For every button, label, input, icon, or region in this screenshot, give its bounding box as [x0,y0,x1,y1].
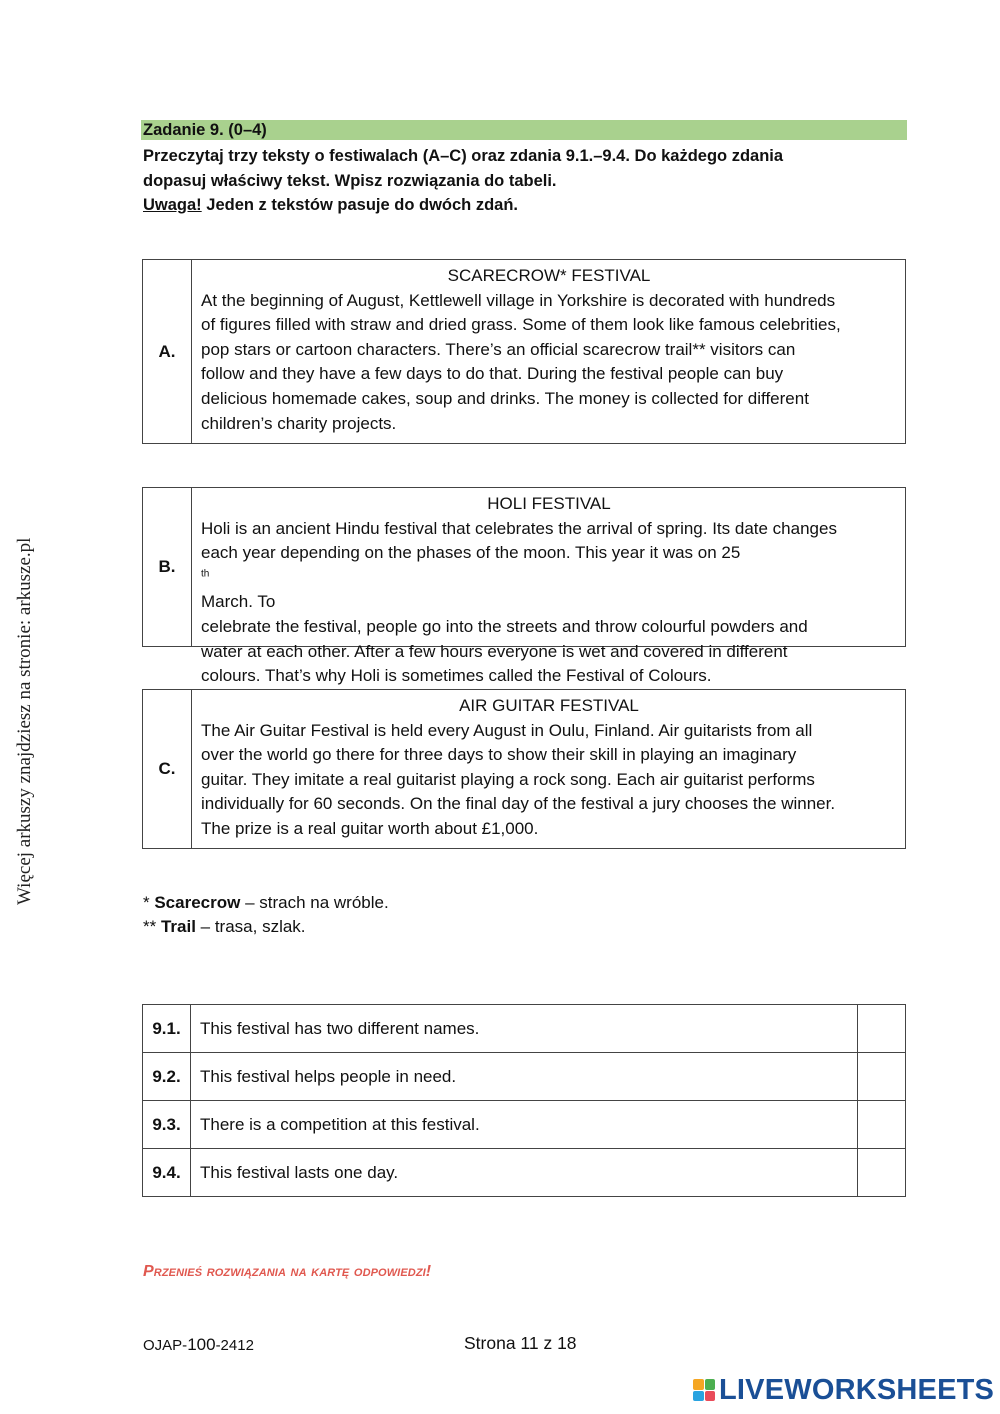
festival-letter: B. [143,488,192,646]
task-header: Zadanie 9. (0–4) [141,120,907,140]
festival-box-b [142,487,906,686]
sentence-number: 9.3. [143,1101,191,1149]
text-fragment: each year depending on the phases of the moon. This year it was on 25 [201,543,741,563]
text-line: of figures filled with straw and dried grass. Some of them look like famous celebrities, [201,315,841,335]
text-line: individually for 60 seconds. On the final day of the festival a jury chooses the winner. [201,794,836,814]
footnote-term: Scarecrow [154,893,241,912]
transfer-answers-note: Przenieś rozwiązania na kartę odpowiedzi! [143,1263,432,1280]
code-main: 100 [187,1335,216,1354]
liveworksheets-brand[interactable] [693,1374,994,1406]
festival-letter: A. [143,260,192,443]
answer-cell[interactable] [858,1053,906,1101]
code-suffix: -2412 [215,1337,254,1354]
table-row [143,1053,906,1101]
festival-title: SCARECROW* FESTIVAL [447,266,651,285]
sentence-text: This festival helps people in need. [191,1053,858,1101]
note-text: Jeden z tekstów pasuje do dwóch zdań. [201,196,518,214]
logo-tile [693,1379,704,1390]
answer-cell[interactable] [858,1101,906,1149]
text-fragment: March. To [201,592,276,612]
footnote-definition: – strach na wróble. [240,893,389,912]
festival-title: AIR GUITAR FESTIVAL [459,696,639,715]
ordinal-suffix: th [201,568,210,580]
brand-name: LIVEWORKSHEETS [719,1373,995,1406]
text-line: The prize is a real guitar worth about £1,000. [201,818,539,838]
festival-content [192,690,905,848]
text-line: guitar. They imitate a real guitarist playing a rock song. Each air guitarist performs [201,769,815,789]
page-number: Strona 11 z 18 [464,1333,577,1353]
footnote [143,915,389,939]
festival-letter: C. [143,690,192,848]
footnote-marker: * [143,893,155,912]
answer-cell[interactable] [858,1149,906,1197]
instruction-line: Przeczytaj trzy teksty o festiwalach (A–C) oraz zdania 9.1.–9.4. Do każdego zdania [143,147,784,165]
sentence-text: This festival has two different names. [191,1005,858,1053]
logo-tile [705,1391,716,1402]
sentence-number: 9.1. [143,1005,191,1053]
side-watermark-text: Więcej arkuszy znajdziesz na stronie: arkusze.pl [14,537,35,905]
text-line: over the world go there for three days to show their skill in playing an imaginary [201,745,797,765]
text-line: The Air Guitar Festival is held every August in Oulu, Finland. Air guitarists from all [201,720,813,740]
answer-cell[interactable] [858,1005,906,1053]
table-row [143,1005,906,1053]
text-line: celebrate the festival, people go into the streets and throw colourful powders and [201,616,808,636]
code-prefix: OJAP- [143,1337,188,1354]
text-line: water at each other. After a few hours everyone is wet and covered in different [201,641,788,661]
sentence-text: This festival lasts one day. [191,1149,858,1197]
logo-tile [693,1391,704,1402]
festival-text [201,517,897,689]
footnotes [143,891,389,939]
festival-box-c [142,689,906,849]
footnote-definition: – trasa, szlak. [195,917,306,936]
sentence-number: 9.2. [143,1053,191,1101]
text-line [201,541,897,615]
text-line: children’s charity projects. [201,413,397,433]
festival-title: HOLI FESTIVAL [487,494,611,513]
festival-content [192,488,905,686]
festival-content [192,260,905,443]
text-line: delicious homemade cakes, soup and drinks. The money is collected for different [201,388,809,408]
table-row [143,1149,906,1197]
festival-text [201,289,897,437]
text-line: pop stars or cartoon characters. There’s an official scarecrow trail** visitors can [201,339,796,359]
footnote-term: Trail [160,917,196,936]
liveworksheets-logo-icon [693,1379,715,1401]
footnote-marker: ** [143,917,161,936]
sentence-text: There is a competition at this festival. [191,1101,858,1149]
festival-text [201,719,897,842]
task-instructions [143,144,903,218]
text-line: At the beginning of August, Kettlewell village in Yorkshire is decorated with hundreds [201,290,836,310]
festival-box-a [142,259,906,444]
logo-tile [705,1379,716,1390]
note-label: Uwaga! [143,196,202,214]
table-row [143,1101,906,1149]
instruction-line: dopasuj właściwy tekst. Wpisz rozwiązania do tabeli. [143,171,557,190]
instruction-note [143,193,903,218]
answer-table [142,1004,906,1197]
footnote [143,891,389,915]
exam-code [143,1335,254,1355]
text-line: follow and they have a few days to do that. During the festival people can buy [201,364,784,384]
sentence-number: 9.4. [143,1149,191,1197]
text-line: colours. That’s why Holi is sometimes called the Festival of Colours. [201,666,712,686]
text-line: Holi is an ancient Hindu festival that celebrates the arrival of spring. Its date changes [201,518,837,538]
